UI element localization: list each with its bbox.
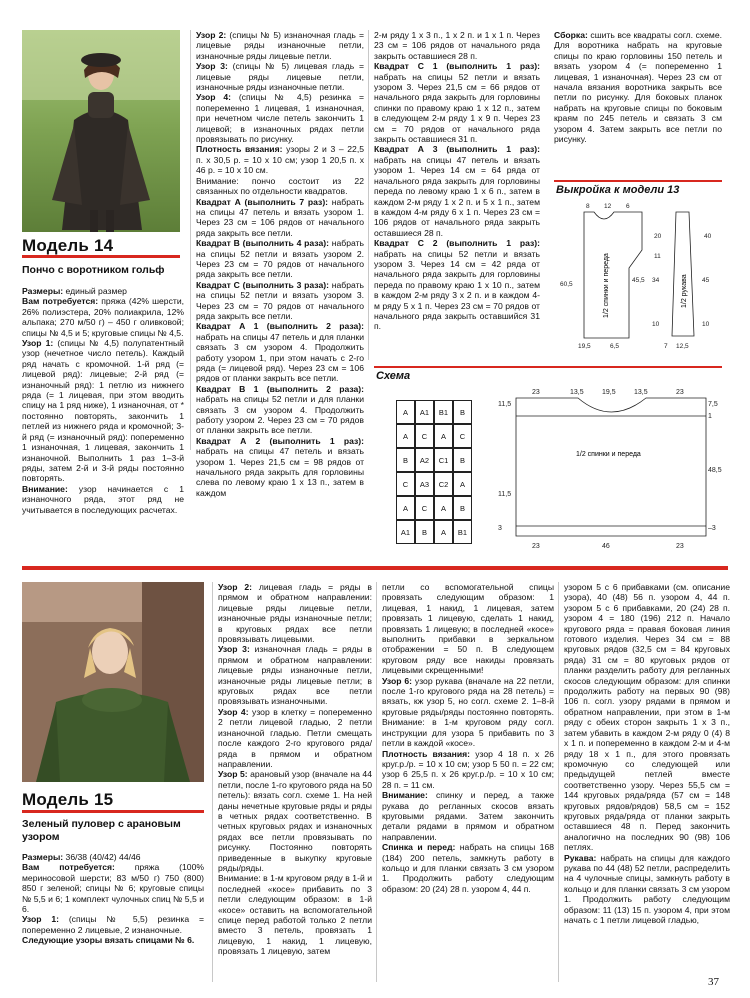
model15-column-1 bbox=[22, 852, 204, 982]
model15-column-2 bbox=[218, 582, 372, 982]
paragraph-text: (спицы № 5,5) резинка = попеременно 2 лицевые, 2 изнаночные. bbox=[22, 914, 204, 935]
column-divider bbox=[190, 30, 191, 450]
model14-heading: Модель 14 bbox=[22, 236, 114, 255]
paragraph bbox=[196, 176, 364, 197]
model14-photo bbox=[22, 30, 180, 232]
paragraph-text: узор 4 18 п. х 26 круг.р./р. = 10 х 10 см; узор 5 50 п. = 22 см; узор 6 25,5 п. х 26 круг.р./р. = 10 х 10 см; 28 п. = 11 см. bbox=[382, 748, 554, 790]
schema-cell: C bbox=[415, 496, 434, 520]
schema-dim-46: 46 bbox=[602, 543, 610, 550]
pattern-label-455: 45,5 bbox=[632, 277, 645, 284]
paragraph bbox=[22, 914, 204, 935]
paragraph bbox=[22, 286, 184, 296]
schema-cell: C bbox=[453, 424, 472, 448]
schema-cell: B1 bbox=[453, 520, 472, 544]
pattern-label-10a: 10 bbox=[652, 321, 660, 328]
pattern-label-7: 7 bbox=[664, 343, 668, 350]
paragraph bbox=[374, 238, 540, 332]
paragraph bbox=[22, 484, 184, 515]
paragraph-lead: Следующие узоры вязать спицами № 6. bbox=[22, 935, 195, 946]
pattern-label-11: 11 bbox=[654, 253, 661, 260]
pattern-label-40: 40 bbox=[704, 233, 712, 240]
paragraph bbox=[382, 842, 554, 894]
paragraph-text: набрать на спицы 52 петли и для планки связать 3 см узором 4. Продолжить работу узором 2. Через 23 см = 70 рядов от планки закрыть все петли. bbox=[196, 394, 364, 436]
schema-dim-115b: 11,5 bbox=[498, 491, 512, 498]
paragraph bbox=[218, 873, 372, 956]
paragraph bbox=[218, 644, 372, 706]
paragraph-text: набрать на спицы 47 петель и вязать узором 1. Через 23 см = 106 рядов от начального ряда закрыть все петли. bbox=[196, 196, 365, 238]
paragraph-lead: Внимание: bbox=[22, 483, 68, 494]
column-divider bbox=[368, 30, 369, 360]
pattern-label-605: 60,5 bbox=[560, 281, 573, 288]
paragraph-lead: Квадрат А 2 (выполнить 1 раз): bbox=[196, 435, 364, 446]
paragraph-text: 36/38 (40/42) 44/46 bbox=[63, 852, 141, 862]
schema-cell: C bbox=[396, 472, 415, 496]
paragraph-text: (спицы № 5) изнаночная гладь = лицевые ряды изнаночные петли, изнаночные ряды лицевые петли. bbox=[196, 30, 364, 61]
paragraph-lead: Узор 1: bbox=[22, 338, 54, 349]
schema-piece-label: 1/2 спинки и переда bbox=[576, 451, 641, 458]
paragraph bbox=[196, 238, 364, 280]
paragraph bbox=[196, 30, 364, 61]
paragraph-lead: Узор 3: bbox=[218, 644, 250, 655]
schema-grid bbox=[396, 400, 472, 550]
pattern-piece-1: 1/2 спинки и переда bbox=[603, 253, 610, 318]
paragraph-lead: Плотность вязания: bbox=[382, 748, 471, 759]
column-divider bbox=[376, 582, 377, 982]
pattern-label-125: 12,5 bbox=[676, 343, 689, 350]
schema-cell: A bbox=[396, 424, 415, 448]
paragraph-lead: Узор 4: bbox=[196, 92, 231, 103]
schema-cell: A bbox=[434, 424, 453, 448]
paragraph-text: петли со вспомогательной спицы провязать следующим образом: 1 лицевая, 1 накид, 1 лицевая, затем провязать 1 лицевую, сделать 1 накид, провязать 1 лицевую; в последней «косе» выполнить прибавки в зеркальном отображении = 50 п. В следующем круговом ряду все накиды провязать лицевыми скрещенными! bbox=[382, 582, 554, 676]
paragraph bbox=[196, 92, 364, 144]
schema-cell: B bbox=[453, 400, 472, 424]
paragraph bbox=[554, 30, 722, 144]
schema-cell: C bbox=[415, 424, 434, 448]
paragraph bbox=[22, 852, 204, 862]
paragraph-lead: Вам потребуется: bbox=[22, 862, 115, 873]
pattern-rule bbox=[554, 180, 722, 182]
paragraph-lead: Квадрат С 2 (выполнить 1 раз): bbox=[374, 238, 540, 249]
paragraph-lead: Квадрат В (выполнить 4 раза): bbox=[196, 238, 329, 249]
schema-dim-115a: 11,5 bbox=[498, 401, 512, 408]
page-number: 37 bbox=[708, 976, 719, 988]
schema-cell: B1 bbox=[434, 400, 453, 424]
paragraph bbox=[382, 790, 554, 842]
paragraph bbox=[196, 384, 364, 436]
schema-cell: A bbox=[396, 400, 415, 424]
schema-cell: A1 bbox=[396, 520, 415, 544]
model14-column-2 bbox=[196, 30, 365, 498]
paragraph-lead: Узор 2: bbox=[218, 582, 252, 592]
paragraph bbox=[218, 707, 372, 769]
paragraph-text: изнаночная гладь = ряды в прямом и обратном направлении: лицевые ряды изнаночные петли, изнаночные ряды лицевые петли; в круговых рядах все петли провязывать изнаночными. bbox=[218, 644, 372, 707]
pattern-top-12: 12 bbox=[604, 203, 612, 210]
paragraph-text: набрать на спицы для каждого рукава по 44 (48) 52 петли, распределить на 4 чулочные спицы, замкнуть работу в кольцо и для планки связать 3 см узором 1. Продолжить работу следующим образом: 11 (13) 15 п. узором 4, при этом начать с 1 петли лицевой гладью, bbox=[564, 852, 730, 925]
heading-rule bbox=[22, 810, 204, 813]
paragraph-text: набрать на спицы 52 петли и вязать узором 3. Через 21,5 см = 66 рядов от начального ряда закрыть для горловины спинки по правому краю 1 х 12 п., затем в следующем 2-м ряду 1 х 9 п. Через 23 см = 70 рядов от начального ряда закрыть оставшиеся 31 п. bbox=[374, 71, 540, 145]
model15-column-3 bbox=[382, 582, 554, 982]
paragraph-lead: Квадрат А 1 (выполнить 2 раза): bbox=[196, 321, 364, 332]
paragraph bbox=[374, 144, 540, 238]
paragraph-lead: Плотность вязания: bbox=[196, 144, 283, 155]
schema-cell: C1 bbox=[434, 448, 453, 472]
schema-cell: A bbox=[453, 472, 472, 496]
pattern-title: Выкройка к модели 13 bbox=[556, 184, 680, 196]
paragraph-text: узоры 2 и 3 – 22,5 п. х 30,5 р. = 10 х 10 см; узор 1 20,5 п. х 46 р. = 10 х 10 см. bbox=[196, 144, 364, 176]
paragraph-text: узор начинается с 1 изнаночного ряда, этот ряд не учитывается в последующих расчетах. bbox=[22, 483, 184, 515]
schema-cell: B bbox=[453, 448, 472, 472]
paragraph-text: Внимание: в 1-м круговом ряду в 1-й и последней «косе» прибавить по 3 петли следующим образом: в 1-й «косе» оставить на вспомогательной спице перед работой только 2 петли вместо 3 петель, провязать 1 лицевую, 1 накид, 1 лицевую, провязать 1 лицевую, затем bbox=[218, 873, 372, 957]
paragraph-lead: Квадрат А (выполнить 7 раз): bbox=[196, 196, 329, 207]
paragraph-lead: Размеры: bbox=[22, 286, 64, 296]
schema-dim-3a: 3 bbox=[498, 525, 502, 532]
paragraph bbox=[374, 30, 540, 61]
pattern-label-20: 20 bbox=[654, 233, 662, 240]
model14-column-1 bbox=[22, 286, 185, 515]
paragraph bbox=[196, 144, 364, 175]
paragraph-lead: Узор 6: bbox=[382, 675, 413, 686]
paragraph-lead: Узор 5: bbox=[218, 769, 248, 780]
schema-cell: A bbox=[434, 496, 453, 520]
paragraph-text: лицевая гладь = ряды в прямом и обратном направлении: лицевые ряды лицевые петли, изнаночные ряды изнаночные петли; в круговых рядах все петли провязывать лицевыми. bbox=[218, 582, 372, 645]
paragraph-text: (спицы № 5) лицевая гладь = лицевые ряды лицевые петли, изнаночные ряды изнаночные петли. bbox=[196, 61, 364, 93]
paragraph-text: арановый узор (вначале на 44 петли, после 1-го кругового ряда на 50 петель): вязать согл. схеме 1. На ней даны нечетные круговые ряды и ряды в четных рядах соответственно. В четных круговых рядах и изнаночных рядах все петли провязывать по рисунку. Постоянно повторять приведенные в выкупку круговые ряды/ряды. bbox=[218, 769, 372, 873]
paragraph bbox=[196, 61, 364, 92]
schema-cell: B bbox=[453, 496, 472, 520]
pattern-label-195: 19,5 bbox=[578, 343, 591, 350]
paragraph-text: набрать на спицы 52 петли и вязать узором 3. Через 14 см = 42 ряда от начального ряда закрыть для горловины переда по правому краю 1 х 10 п., затем в каждом 2-м ряду 3 х 2 п. и в каждом 4-м ряду 5 х 1 п. Через 23 см = 70 рядов от начального ряда закрыть оставшийся 31 п. bbox=[374, 248, 540, 332]
schema-dim-23d: 23 bbox=[676, 543, 684, 550]
schema-cell: A bbox=[434, 520, 453, 544]
paragraph-text: узор в клетку = попеременно 2 петли лицевой гладью, 2 петли изнаночной гладью. Петли смещать после каждого 2-го кругового ряда/ряда в прямом и обратном направлении. bbox=[218, 706, 372, 769]
paragraph-text: набрать на спицы 47 петель и вязать узором 1. Через 14 см = 64 ряда от начального ряда закрыть для горловины переда по левому краю 1 х 6 п., затем в каждом 2-м ряду 1 х 2 п. и 5 х 1 п., затем в каждом 4-м ряду 6 х 1 п. Через 23 см = 106 рядов от начального ряда закрыть оставшиеся 28 п. bbox=[374, 154, 540, 238]
paragraph-text: набрать на спицы 52 петли и вязать узором 2. Через 23 см = 70 рядов от начального ряда закрыть все петли. bbox=[196, 238, 364, 280]
paragraph-text: 2-м ряду 1 х 3 п., 1 х 2 п. и 1 х 1 п. Через 23 см = 106 рядов от начального ряда закрыть оставшиеся 28 п. bbox=[374, 30, 540, 61]
schema-dim-195: 19,5 bbox=[602, 389, 616, 396]
column-divider bbox=[212, 582, 213, 982]
schema-dim-1: 1 bbox=[708, 413, 712, 420]
paragraph bbox=[22, 862, 204, 914]
paragraph bbox=[564, 582, 730, 853]
paragraph-lead: Квадрат С 1 (выполнить 1 раз): bbox=[374, 61, 540, 72]
paragraph-text: сшить все квадраты согл. схеме. Для воротника набрать на круговые спицы по краю горловины 150 петель и вязать узором 4 (= попеременно 1 лицевая, 1 изнаночная). Через 23 см от начала вязания воротника закрыть все петли по рисунку. Для боковых планок набрать на круговые спицы по боковым краям по 245 петель и связать 3 см узором 4. Затем закрыть все петли по рисунку. bbox=[554, 30, 722, 145]
paragraph bbox=[374, 61, 540, 144]
paragraph-lead: Узор 3: bbox=[196, 61, 228, 72]
pattern-label-65: 6,5 bbox=[610, 343, 620, 350]
model14-column-3 bbox=[374, 30, 540, 360]
schema-cell: A bbox=[396, 496, 415, 520]
paragraph-text: (спицы № 4,5) полупатентный узор (нечетное число петель). Каждый ряд начать с кромочной. 1-й ряд (= лицевой ряд): лицевые; 2-й ряд (= изнаночный ряд): 1 петлю из нижнего ряда (= 1 лицевая, при этом вводить спицу на 1 ряд ниже), 1 изнаночная, от * постоянно повторять, закончить 1 петлей из нижнего ряда и кромочной; 3-й ряд (= изнаночный ряд): попеременно 1 изнаночная, 1 лицевая, закончить 1 изнаночной. Выполнить 1 раз 1–3-й ряды, затем 2-й и 3-й ряды постоянно повторять. bbox=[22, 338, 184, 484]
paragraph-lead: Размеры: bbox=[22, 852, 64, 862]
paragraph-text: узор рукава (вначале на 22 петли, после 1-го кругового ряда на 28 петель) = вязать, кж узор 5, но согл. схеме 2. 1–8-й круговые ряды/ряды постоянно повторять. Внимание: в 1-м круговом ряду согл. инструкции для узора 5 прибавить по 3 петли в каждой «косе». bbox=[382, 675, 554, 749]
schema-cell: B bbox=[415, 520, 434, 544]
model14-subtitle: Пончо с воротником гольф bbox=[22, 264, 165, 276]
paragraph bbox=[382, 676, 554, 749]
paragraph-text: (спицы № 4,5) резинка = попеременно 1 лицевая, 1 изнаночная, при нечетном числе петель закончить 1 лицевой; в изнаночных рядах петли провязывать по рисунку. bbox=[196, 92, 364, 145]
pattern-label-34: 34 bbox=[652, 277, 660, 284]
schema-cell: A2 bbox=[415, 448, 434, 472]
paragraph bbox=[196, 197, 364, 239]
paragraph-lead: Внимание: bbox=[382, 790, 428, 801]
paragraph bbox=[196, 436, 364, 498]
paragraph-lead: Узор 2: bbox=[196, 30, 227, 40]
paragraph-text: пряжа (42% шерсти, 26% полиэстера, 20% полиакрила, 12% альпака; 270 м/50 г) – 450 г оливковой; спицы № 4,5 и 5; круговые спицы № 4,5. bbox=[22, 296, 185, 338]
pattern-diagram bbox=[554, 198, 724, 350]
schema-diagram bbox=[496, 386, 726, 550]
heading-rule bbox=[22, 255, 180, 258]
schema-dim-135a: 13,5 bbox=[570, 389, 584, 396]
paragraph-text: набрать на спицы 47 петель и вязать узором 1. Через 21,5 см = 98 рядов от начального ряда закрыть для горловины слева по левому краю 1 х 13 п., затем в каждом bbox=[196, 446, 364, 498]
model15-heading: Модель 15 bbox=[22, 790, 114, 809]
model15-photo bbox=[22, 582, 204, 782]
pattern-label-45: 45 bbox=[702, 277, 710, 284]
paragraph-lead: Спинка и перед: bbox=[382, 842, 456, 853]
paragraph-lead: Вам потребуется: bbox=[22, 296, 99, 307]
model15-subtitle: Зеленый пуловер с арановым узором bbox=[22, 818, 181, 843]
paragraph-text: набрать на спицы 52 петли и вязать узором 3. Через 23 см = 70 рядов от начального ряда закрыть все петли. bbox=[196, 279, 364, 321]
paragraph-lead: Квадрат С (выполнить 3 раза): bbox=[196, 279, 329, 290]
paragraph-text: пряжа (100% мериносовой шерсти; 83 м/50 г) 750 (800) 850 г зеленой; спицы № 6; круговые спицы № 5,5 и 6; 1 комплект чулочных спиц № 5,5 и 6. bbox=[22, 862, 204, 915]
paragraph bbox=[22, 338, 184, 484]
paragraph-text: Внимание: пончо состоит из 22 связанных по отдельности квадратов. bbox=[196, 175, 364, 197]
schema-cell: A3 bbox=[415, 472, 434, 496]
paragraph-lead: Сборка: bbox=[554, 30, 588, 40]
paragraph bbox=[218, 769, 372, 873]
schema-cell: A1 bbox=[415, 400, 434, 424]
paragraph-text: единый размер bbox=[63, 286, 127, 296]
paragraph-text: набрать на спицы 168 (184) 200 петель, замкнуть работу в кольцо и для планки связать 3 см узором 1. Продолжить работу следующим образом: 20 (24) 28 п. узором 4, 44 п. bbox=[382, 842, 554, 894]
paragraph bbox=[382, 749, 554, 791]
paragraph bbox=[196, 280, 364, 322]
section-divider bbox=[22, 566, 728, 570]
model14-column-4 bbox=[554, 30, 722, 170]
schema-dim-23b: 23 bbox=[676, 389, 684, 396]
model15-column-4 bbox=[564, 582, 730, 960]
schema-dim-75: 7,5 bbox=[708, 401, 718, 408]
paragraph bbox=[196, 321, 364, 383]
paragraph bbox=[218, 582, 372, 644]
pattern-top-6: 6 bbox=[626, 203, 630, 210]
paragraph bbox=[382, 582, 554, 676]
paragraph-lead: Узор 1: bbox=[22, 914, 59, 925]
schema-cell: B bbox=[396, 448, 415, 472]
schema-rule bbox=[374, 366, 722, 368]
schema-dim-3b: –3 bbox=[708, 525, 716, 532]
schema-dim-135b: 13,5 bbox=[634, 389, 648, 396]
paragraph-lead: Квадрат В 1 (выполнить 2 раза): bbox=[196, 383, 364, 394]
paragraph-text: набрать на спицы 47 петель и для планки связать 3 см узором 4. Продолжить работу узором 1, при этом начать с 2-го ряда (= лицевой ряд). Через 23 см = 106 рядов от планки закрыть все петли. bbox=[196, 331, 364, 384]
paragraph-lead: Рукава: bbox=[564, 852, 597, 863]
paragraph bbox=[22, 296, 184, 338]
schema-dim-485: 48,5 bbox=[708, 467, 722, 474]
paragraph-text: спинку и перед, а также рукава до регланных скосов вязать круговыми рядами. Затем закончить детали рядами в прямом и обратном направлении. bbox=[382, 790, 554, 842]
paragraph bbox=[564, 853, 730, 926]
pattern-piece-2: 1/2 рукава bbox=[681, 274, 688, 308]
paragraph-lead: Узор 4: bbox=[218, 706, 249, 717]
schema-dim-23a: 23 bbox=[532, 389, 540, 396]
column-divider bbox=[558, 582, 559, 982]
schema-title: Схема bbox=[376, 370, 411, 382]
schema-cell: C2 bbox=[434, 472, 453, 496]
schema-dim-23c: 23 bbox=[532, 543, 540, 550]
paragraph-text: узором 5 с 6 прибавками (см. описание узора), 40 (48) 56 п. узором 4, 44 п. узором 5 с 6 прибавками, 20 (24) 28 п. узором 4 = 180 (196) 212 п. Начало кругового ряда = правая боковая линия готового изделия. Через 34 см = 88 круговых рядов (32,5 см = 84 круговых ряда) 31 см = 80 круговых рядов от планки разделить работу для регланных скосов следующим образом: для спинки продолжить работу на первых 90 (98) 106 п. согл. узору рядами в прямом и обратном направлении, при этом в 1-м ряду с обеих сторон закрыть 1 х 3 п., затем убавить в каждом 2-м ряду 0 (4) 8 х 1 п. и попеременно в каждом 2-м и 4-м ряду 18 х 1 п., для этого провязать кромочную со следующей или предыдущей петлей вместе соответственно узору. Через 55,5 см = 144 круговых ряда/ряда (57 см = 148 круговых рядов/рядов) 58,5 см = 152 круговых ряда/ряда от планки закрыть оставшиеся 48 п. Перед закончить аналогично на последних 90 (98) 106 петлях. bbox=[564, 582, 730, 853]
pattern-label-10b: 10 bbox=[702, 321, 710, 328]
pattern-top-8: 8 bbox=[586, 203, 590, 210]
paragraph bbox=[22, 935, 204, 945]
paragraph-lead: Квадрат А 3 (выполнить 1 раз): bbox=[374, 144, 540, 155]
